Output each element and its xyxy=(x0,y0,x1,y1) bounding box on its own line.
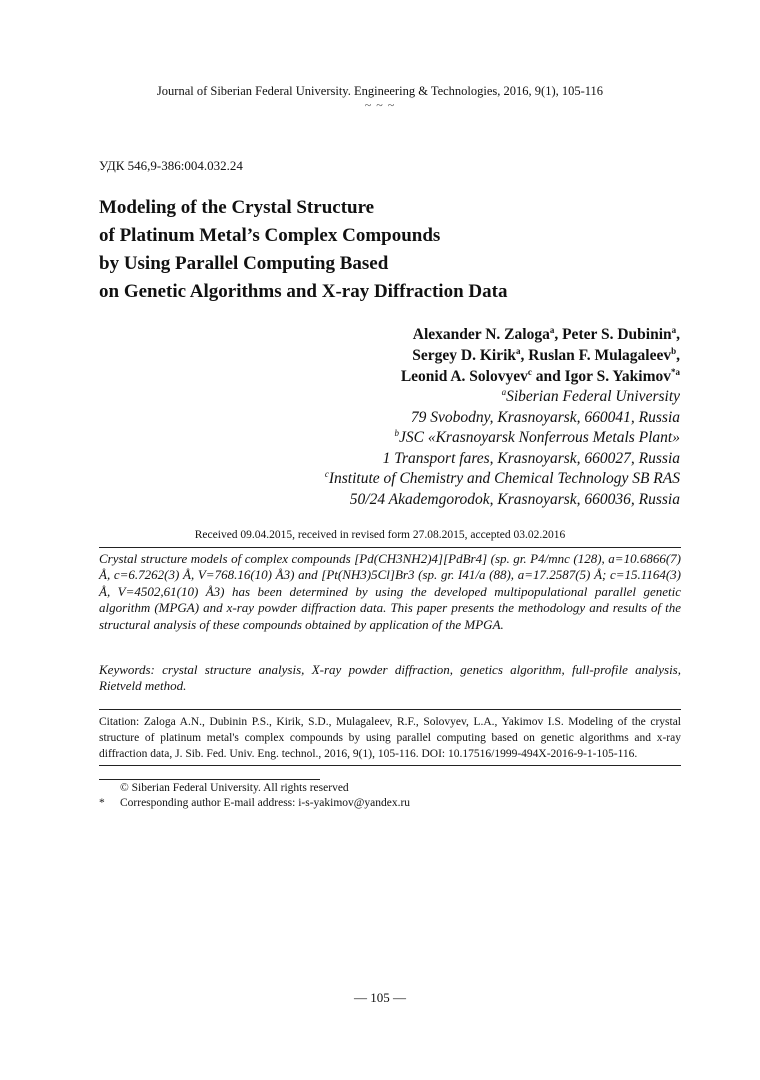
author-name: Igor S. Yakimov xyxy=(564,368,671,385)
author-affiliation-mark: c xyxy=(527,366,532,377)
affiliation-address: 50/24 Akademgorodok, Krasnoyarsk, 660036, Russia xyxy=(349,491,680,508)
journal-header: Journal of Siberian Federal University. Engineering & Technologies, 2016, 9(1), 105-116 xyxy=(156,84,604,98)
abstract: Crystal structure models of complex compounds [Pd(CH3NH2)4][PdBr4] (sp. gr. P4/mnc (128), a=10.6866(7) Å, c=6.7262(3) Å, V=768.16(10) Å3) and [Pt(NH3)5Cl]Br3 (sp. gr. I41/a (88), a=17.2587(5) Å; c=15.1164(3) Å, V=4502,61(10) Å3) has been determined by using the developed multipopulational parallel genetic algorithm (MPGA) and x-ray powder diffraction data. This paper presents the methodology and results of the structural analysis of these compounds obtained by application of the MPGA. xyxy=(99,551,681,632)
author-name: Sergey D. Kirik xyxy=(412,347,517,364)
affiliation-mark: a xyxy=(501,386,507,397)
author-name: Peter S. Dubinin xyxy=(562,326,672,343)
author-affiliation-mark: *a xyxy=(671,366,680,377)
author-name: Ruslan F. Mulagaleev xyxy=(528,347,672,364)
affiliation-mark: c xyxy=(324,468,329,479)
received-dates: Received 09.04.2015, received in revised form 27.08.2015, accepted 03.02.2016 xyxy=(194,529,566,541)
affiliation-name-text: Institute of Chemistry and Chemical Technology SB RAS xyxy=(328,470,680,487)
corresponding-author-footnote: Corresponding author E-mail address: i-s-yakimov@yandex.ru xyxy=(120,797,411,809)
author-affiliation-mark: a xyxy=(671,324,677,335)
title-line: on Genetic Algorithms and X-ray Diffraction Data xyxy=(99,281,508,302)
affiliation-name xyxy=(394,428,680,448)
author-line: Alexander N. Zaloga$^a$, Peter S. Dubinin$^a$, xyxy=(412,324,680,343)
affiliation-address: 79 Svobodny, Krasnoyarsk, 660041, Russia xyxy=(410,409,680,426)
page-number: — 105 — xyxy=(354,990,406,1005)
affiliation-name-text: Siberian Federal University xyxy=(506,388,680,405)
author-line: Sergey D. Kirik$^a$, Ruslan F. Mulagaleev$^b$, xyxy=(412,345,680,364)
title-line: of Platinum Metal’s Complex Compounds xyxy=(99,225,441,246)
title-line: by Using Parallel Computing Based xyxy=(99,253,389,274)
affiliation-address: 1 Transport fares, Krasnoyarsk, 660027, Russia xyxy=(382,450,680,467)
author-affiliation-mark: a xyxy=(549,324,555,335)
citation: Citation: Zaloga A.N., Dubinin P.S., Kirik, S.D., Mulagaleev, R.F., Solovyev, L.A., Yakimov I.S. Modeling of the crystal structure of platinum metal's complex compounds by using parallel computing based on genetic algorithms and x-ray diffraction data, J. Sib. Fed. Univ. Eng. technol., 2016, 9(1), 105-116. DOI: 10.17516/1999-494X-2016-9-1-105-116. xyxy=(99,716,681,760)
keywords: Keywords: crystal structure analysis, X-ray powder diffraction, genetics algorithm, full-profile analysis, Rietveld method. xyxy=(99,662,681,694)
author-affiliation-mark: a xyxy=(516,345,521,356)
footnote-divider xyxy=(99,779,320,780)
title-line: Modeling of the Crystal Structure xyxy=(99,197,375,218)
affiliation-mark: b xyxy=(394,427,399,438)
footnote-mark: * xyxy=(99,797,105,809)
divider xyxy=(99,547,681,548)
author-affiliation-mark: b xyxy=(671,345,677,356)
header-separator: ~ ~ ~ xyxy=(364,98,396,112)
affiliation-name-text: JSC «Krasnoyarsk Nonferrous Metals Plant» xyxy=(398,429,680,446)
affiliation-name xyxy=(502,387,680,407)
author-name: Alexander N. Zaloga xyxy=(412,326,550,343)
affiliation-name xyxy=(325,469,680,489)
author-name: Leonid A. Solovyev xyxy=(400,368,528,385)
divider xyxy=(99,765,681,766)
divider xyxy=(99,709,681,710)
author-line xyxy=(401,367,680,387)
udk-code: УДК 546,9-386:004.032.24 xyxy=(99,158,243,173)
copyright-footnote: © Siberian Federal University. All rights reserved xyxy=(120,782,349,794)
author-conjunction: and xyxy=(535,368,561,385)
